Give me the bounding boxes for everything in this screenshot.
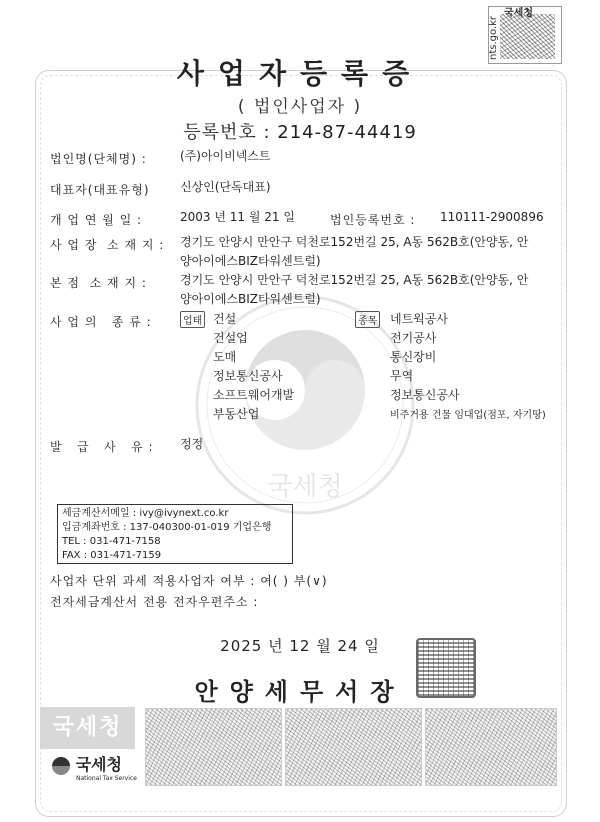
telephone: TEL : 031-471-7158 [62,536,161,547]
page-subtitle: ( 법인사업자 ) [237,97,363,117]
brand-stamp: 국세청 [40,707,135,749]
open-date-label: 개 업 연 월 일 : [50,213,143,227]
issue-date: 2025 년 12 월 24 일 [220,637,380,655]
e-invoice-line: 전자세금계산서 전용 전자우편주소 : [50,595,259,609]
representative-value: 신상인(단독대표) [180,180,271,194]
hq-address-label: 본 점 소 재 지 : [50,276,147,290]
corp-reg-value: 110111-2900896 [440,210,544,224]
security-pattern [425,708,557,786]
business-type-label: 사 업 의 종 류 : [50,315,152,329]
unit-tax-line: 사업자 단위 과세 적용사업자 여부 : 여( ) 부(∨) [50,574,328,588]
jongmok-item: 네트웍공사 [390,312,448,326]
corp-name-label: 법인명(단체명) : [50,152,147,166]
upte-item: 도매 [213,350,237,364]
issue-reason-value: 정정 [180,437,204,451]
jongmok-tag: 종목 [355,311,380,328]
brand-logo-text: 국세청 [75,755,122,774]
brand-logo [52,752,137,782]
biz-address-label: 사 업 장 소 재 지 : [50,238,165,252]
corp-name-value: (주)아이비넥스트 [180,149,271,163]
security-pattern [145,708,282,786]
security-pattern [285,708,422,786]
tax-invoice-email: 세금계산서메일 : ivy@ivynext.co.kr [62,508,229,519]
upte-item: 건설업 [213,331,248,345]
contact-info-box [57,504,293,564]
biz-address-line2: 양아이에스BIZ타워센트럴) [180,254,321,268]
upte-tag: 업태 [180,311,205,328]
watermark-seal-text: 국세청 [267,472,343,502]
jongmok-item: 정보통신공사 [390,388,460,402]
official-seal [416,638,476,698]
biz-address-line1: 경기도 안양시 만안구 덕천로152번길 25, A동 562B호(안양동, 안 [180,235,529,249]
nts-domain: nts.go.kr [488,15,499,60]
taeguk-icon [52,757,70,775]
upte-item: 정보통신공사 [213,369,283,383]
hq-address-line2: 양아이에스BIZ타워센트럴) [180,292,321,306]
page-title: 사업자등록증 [176,57,424,90]
hq-address-line1: 경기도 안양시 만안구 덕천로152번길 25, A동 562B호(안양동, 안 [180,273,529,287]
upte-item: 소프트웨어개발 [213,388,295,402]
jongmok-item: 전기공사 [390,331,437,345]
top-stamp-label: 국세청 [504,8,533,19]
tax-office: 안양세무서장 [194,678,406,706]
fax: FAX : 031-471-7159 [62,550,162,561]
registration-number: 등록번호 : 214-87-44419 [183,122,417,143]
jongmok-item: 무역 [390,369,414,383]
issue-reason-label: 발 급 사 유 : [50,440,154,454]
representative-label: 대표자(대표유형) [50,183,150,197]
upte-item: 건설 [213,312,237,326]
upte-item: 부동산업 [213,407,260,421]
brand-logo-subtext: National Tax Service [76,775,137,782]
jongmok-item: 통신장비 [390,350,437,364]
deposit-account: 입금계좌번호 : 137-040300-01-019 기업은행 [62,522,272,533]
corp-reg-label: 법인등록번호 : [330,213,416,227]
open-date-value: 2003 년 11 월 21 일 [180,210,295,224]
jongmok-item: 비주거용 건물 임대업(점포, 자기땅) [390,410,546,421]
